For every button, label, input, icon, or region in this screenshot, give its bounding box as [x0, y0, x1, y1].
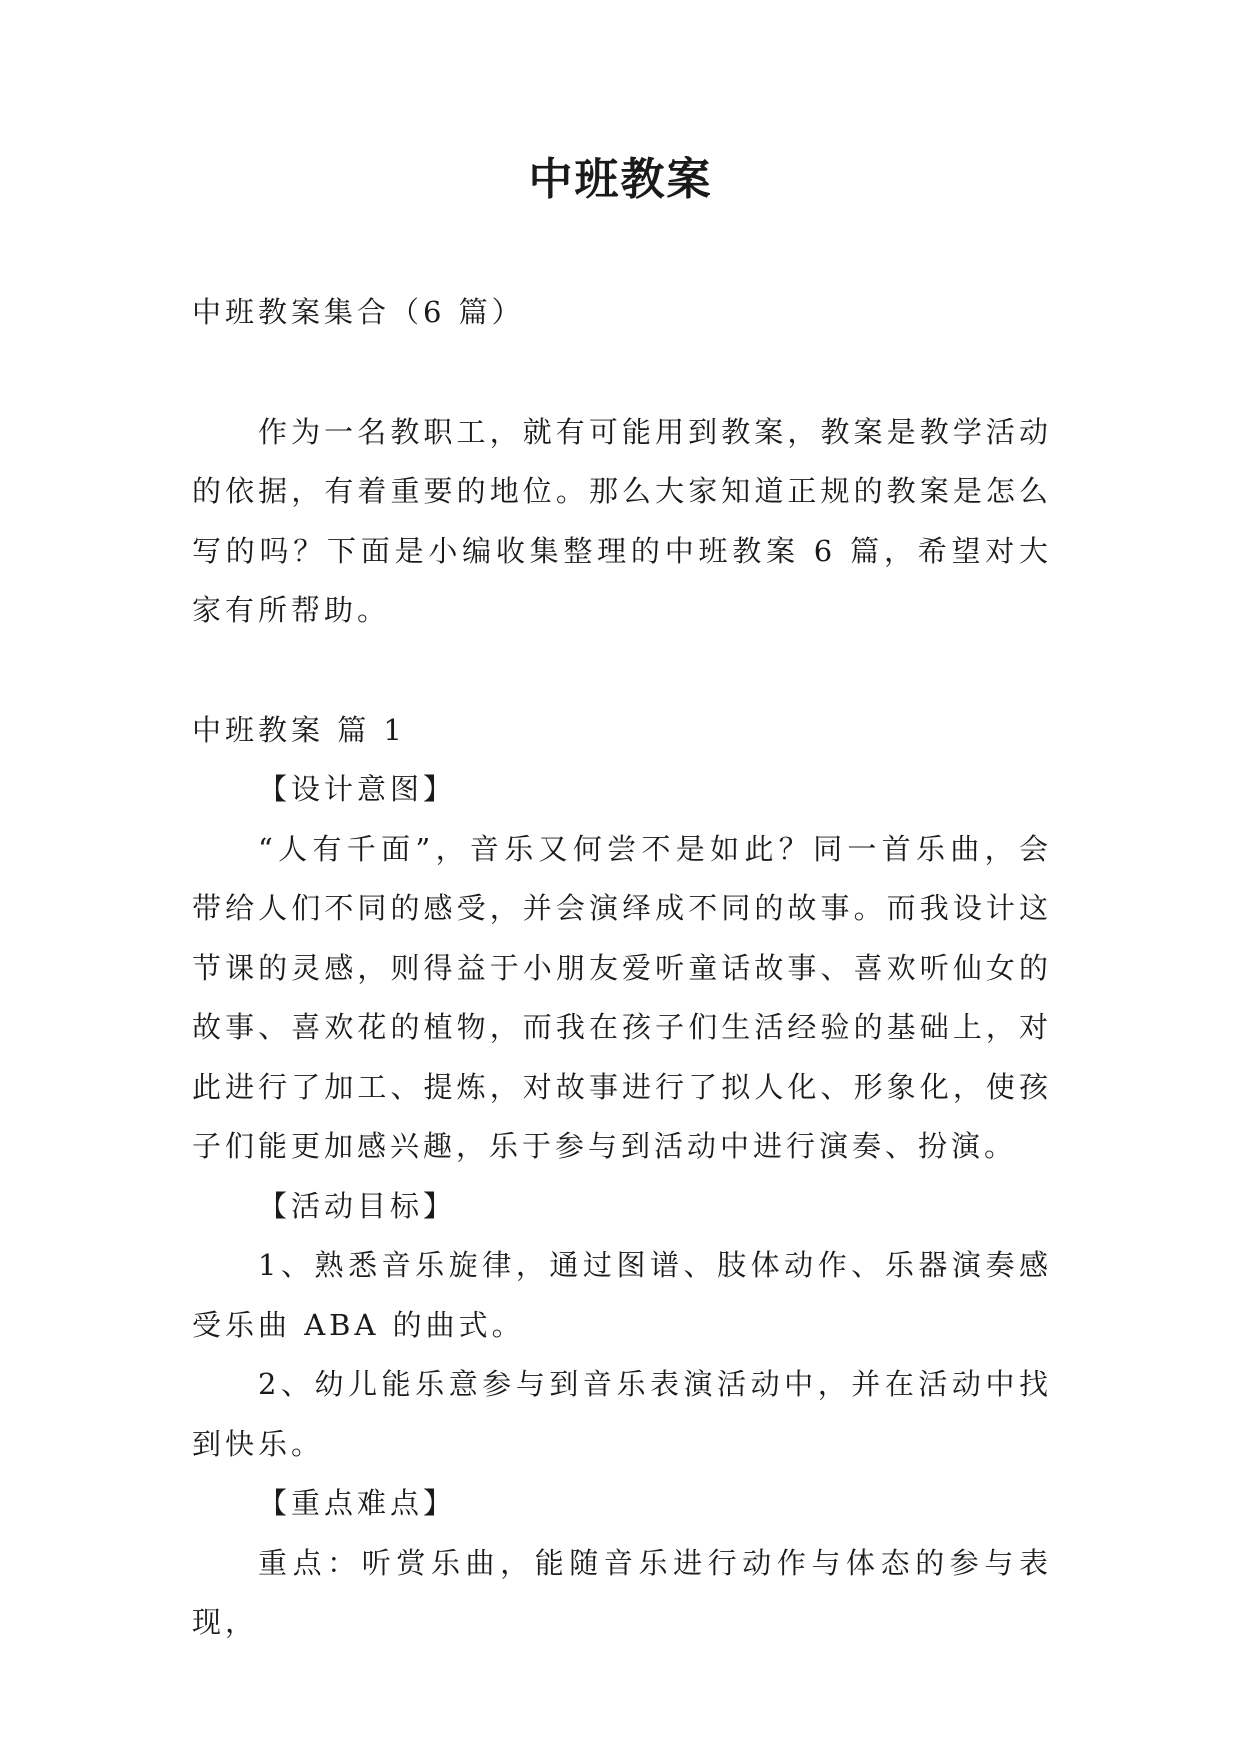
document-subtitle: 中班教案集合（6 篇） — [192, 295, 525, 329]
key-points-heading: 【重点难点】 — [258, 1486, 457, 1520]
document-body — [192, 283, 1052, 1653]
activity-goal-2: 2、幼儿能乐意参与到音乐表演活动中，并在活动中找到快乐。 — [192, 1367, 1052, 1461]
section-heading: 中班教案 篇 1 — [192, 712, 406, 747]
design-intent-heading: 【设计意图】 — [258, 772, 457, 806]
intro-paragraph: 作为一名教职工，就有可能用到教案，教案是教学活动的依据，有着重要的地位。那么大家知道正规的教案是怎么写的吗？下面是小编收集整理的中班教案 6 篇，希望对大家有所帮助。 — [192, 414, 1052, 627]
design-intent-paragraph: “人有千面”，音乐又何尝不是如此？同一首乐曲，会带给人们不同的感受，并会演绎成不同的故事。而我设计这节课的灵感，则得益于小朋友爱听童话故事、喜欢听仙女的故事、喜欢花的植物，而我在孩子们生活经验的基础上，对此进行了加工、提炼，对故事进行了拟人化、形象化，使孩子们能更加感兴趣，乐于参与到活动中进行演奏、扮演。 — [192, 831, 1052, 1163]
key-point-paragraph: 重点：听赏乐曲，能随音乐进行动作与体态的参与表现， — [192, 1545, 1052, 1639]
activity-goals-heading: 【活动目标】 — [258, 1188, 457, 1223]
activity-goal-1: 1、熟悉音乐旋律，通过图谱、肢体动作、乐器演奏感受乐曲 ABA 的曲式。 — [192, 1248, 1052, 1342]
document-title: 中班教案 — [528, 154, 713, 205]
